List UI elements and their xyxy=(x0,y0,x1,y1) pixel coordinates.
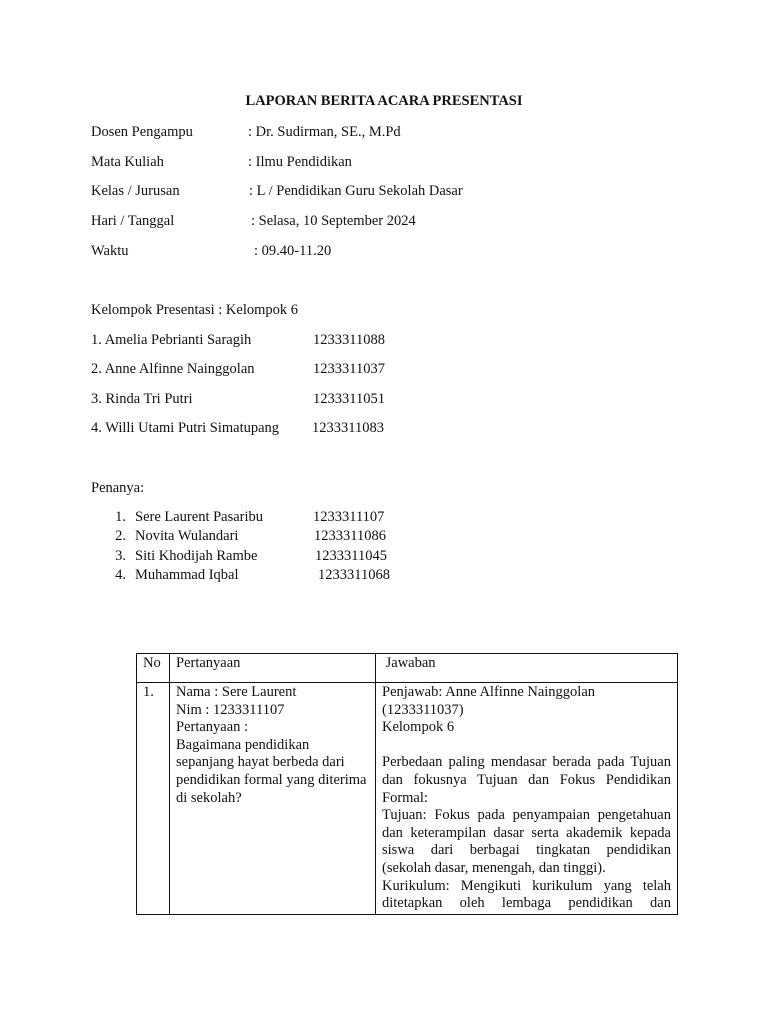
member-item xyxy=(91,390,385,408)
question-text: Bagaimana pendidikan sepanjang hayat berbeda dari pendidikan formal yang diterima di sekolah? xyxy=(176,736,367,806)
member-name: 3. Rinda Tri Putri xyxy=(91,391,193,407)
answer-paragraph: Tujuan: Fokus pada penyampaian pengetahuan dan keterampilan dasar serta akademik kepada siswa dari berbagai tingkatan pendidikan (sekolah dasar, menengah, dan tinggi). xyxy=(382,807,671,876)
member-item xyxy=(91,331,385,349)
member-item xyxy=(91,360,385,378)
questioners-heading: Penanya: xyxy=(91,480,145,496)
info-value: : Ilmu Pendidikan xyxy=(248,154,352,170)
info-label: Dosen Pengampu xyxy=(91,124,193,140)
info-row-time xyxy=(91,242,332,260)
member-name: 4. Willi Utami Putri Simatupang xyxy=(91,420,280,436)
questioner-name: Sere Laurent Pasaribu xyxy=(135,509,264,525)
member-nim: 1233311088 xyxy=(313,332,385,348)
questioner-name: Siti Khodijah Rambe xyxy=(135,548,258,564)
header-answer: Jawaban xyxy=(376,654,678,683)
table-header-row xyxy=(137,654,678,683)
question-nim: Nim : 1233311107 xyxy=(176,701,285,718)
info-row-course xyxy=(91,153,352,171)
info-label: Kelas / Jurusan xyxy=(91,183,180,199)
question-name: Nama : Sere Laurent xyxy=(176,684,297,700)
questioner-number: 2. xyxy=(115,528,126,544)
info-value: : 09.40-11.20 xyxy=(254,243,332,259)
questioner-nim: 1233311045 xyxy=(315,548,387,564)
member-nim: 1233311051 xyxy=(313,391,385,407)
questioner-nim: 1233311107 xyxy=(313,509,385,525)
info-row-date xyxy=(91,212,416,230)
info-value: : L / Pendidikan Guru Sekolah Dasar xyxy=(249,183,463,199)
member-name: 1. Amelia Pebrianti Saragih xyxy=(91,332,252,348)
info-value: : Dr. Sudirman, SE., M.Pd xyxy=(248,124,401,140)
row-number: 1. xyxy=(137,683,170,915)
info-label: Mata Kuliah xyxy=(91,154,164,170)
answer-cell xyxy=(376,683,678,915)
answer-paragraph: Perbedaan paling mendasar berada pada Tujuan dan fokusnya Tujuan dan Fokus Pendidikan Formal: xyxy=(382,754,671,806)
member-nim: 1233311083 xyxy=(312,420,384,436)
questioner-nim: 1233311068 xyxy=(318,567,390,583)
info-label: Hari / Tanggal xyxy=(91,213,175,229)
questioner-nim: 1233311086 xyxy=(314,528,386,544)
info-row-lecturer xyxy=(91,123,401,141)
qa-table xyxy=(136,653,678,915)
info-row-class xyxy=(91,182,463,200)
group-heading: Kelompok Presentasi : Kelompok 6 xyxy=(91,302,299,318)
question-cell xyxy=(170,683,376,915)
member-name: 2. Anne Alfinne Nainggolan xyxy=(91,361,255,377)
questioner-name: Novita Wulandari xyxy=(135,528,239,544)
questioner-number: 3. xyxy=(115,548,126,564)
questioner-number: 4. xyxy=(115,567,126,583)
info-label: Waktu xyxy=(91,243,129,259)
question-label: Pertanyaan : xyxy=(176,719,249,736)
member-nim: 1233311037 xyxy=(313,361,385,377)
header-question: Pertanyaan xyxy=(170,654,376,683)
answer-group: Kelompok 6 xyxy=(382,719,455,736)
answer-paragraph: Kurikulum: Mengikuti kurikulum yang telah ditetapkan oleh lembaga pendidikan dan xyxy=(382,877,671,912)
questioner-name: Muhammad Iqbal xyxy=(135,567,239,583)
table-row xyxy=(137,683,678,915)
member-item xyxy=(91,419,384,437)
info-value: : Selasa, 10 September 2024 xyxy=(251,213,416,229)
answerer: Penjawab: Anne Alfinne Nainggolan (1233311037) xyxy=(382,684,596,718)
questioner-number: 1. xyxy=(115,509,126,525)
report-title: LAPORAN BERITA ACARA PRESENTASI xyxy=(245,93,523,109)
header-no: No xyxy=(137,654,170,683)
